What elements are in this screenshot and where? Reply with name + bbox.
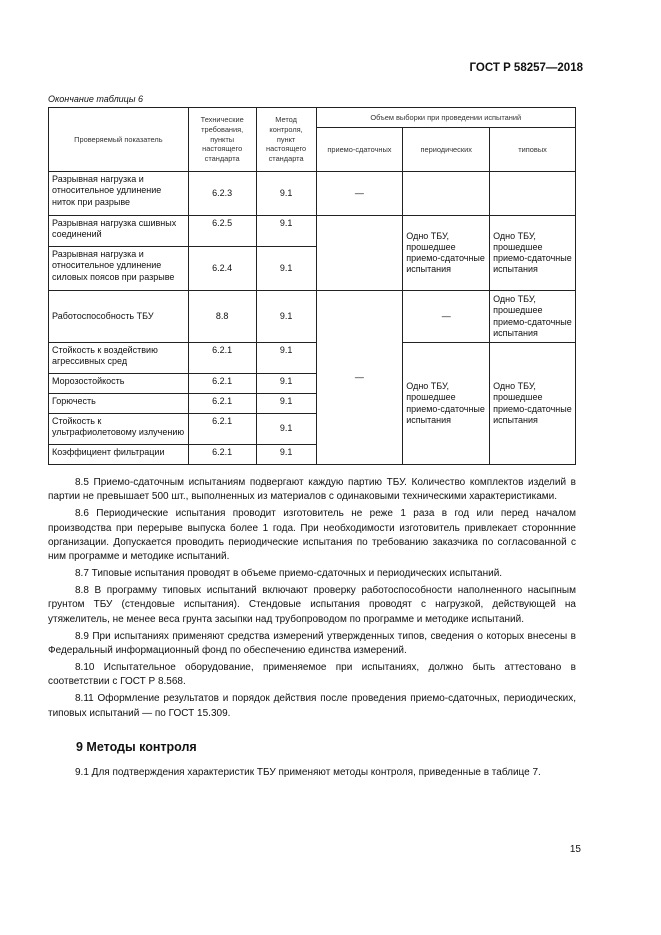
dash-cell: —: [403, 291, 490, 343]
paragraph-8-9: 8.9 При испытаниях применяют средства измерений утвержденных типов, сведения о которых внесены в Федеральный информационный фонд по обеспечению единства измерений.: [48, 630, 576, 657]
header-acceptance: приемо-сдаточных: [316, 128, 403, 172]
header-type-tests: типовых: [490, 128, 576, 172]
paragraph-8-5: 8.5 Приемо-сдаточным испытаниям подвергают каждую партию ТБУ. Количество комплектов изделий в партии не превышает 500 шт., выполненных из материалов с одинаковыми техническими характеристиками.: [48, 477, 576, 503]
row-req: 6.2.1: [188, 394, 256, 414]
table-row: [49, 172, 576, 216]
row-indicator: Разрывная нагрузка и относительное удлинение ниток при разрыве: [49, 172, 189, 216]
periodic-one-tbu-cell: Одно ТБУ, прошедшее приемо-сдаточные испытания: [403, 216, 490, 291]
type-one-tbu-cell: Одно ТБУ, прошедшее приемо-сдаточные испытания: [490, 216, 576, 291]
paragraph-8-11: 8.11 Оформление результатов и порядок действия после проведения приемо-сдаточных, периодических, типовых испытаний — по ГОСТ 15.309.: [48, 693, 576, 719]
row-indicator: Морозостойкость: [49, 374, 189, 394]
dash-cell: —: [316, 172, 403, 216]
dash-cell: —: [316, 291, 403, 465]
row-req: 6.2.1: [188, 414, 256, 445]
table-row: [49, 216, 576, 247]
row-indicator: Работоспособность ТБУ: [49, 291, 189, 343]
header-method: Метод контроля, пункт настоящего стандарта: [256, 108, 316, 172]
test-table: [48, 107, 576, 465]
row-req: 6.2.1: [188, 445, 256, 465]
table-row: [49, 343, 576, 374]
header-periodic: периодических: [403, 128, 490, 172]
row-req: 6.2.1: [188, 374, 256, 394]
empty-cell: [403, 172, 490, 216]
paragraph-8-6: 8.6 Периодические испытания проводит изготовитель не реже 1 раза в год или перед началом производства при перерыве выпуска более 1 года. При необходимости изготовитель привлекает стороннние организации. Допускается проводить периодические испытания по требованию заказчика по согласованной с ним программе и методике испытаний.: [48, 508, 576, 563]
row-indicator: Стойкость к ультрафиолетовому излучению: [49, 414, 189, 445]
row-indicator: Коэффициент фильтрации: [49, 445, 189, 465]
table-caption: Окончание таблицы 6: [48, 94, 143, 104]
header-sample-size: Объем выборки при проведении испытаний: [316, 108, 575, 128]
row-req: 6.2.3: [188, 172, 256, 216]
paragraph-8-8: 8.8 В программу типовых испытаний включают проверку работоспособности наполненного насыпным грунтом ТБУ (стендовые испытания). Стендовые испытания проводят с нагрузкой, действующей на утяжелитель, не менее веса грунта засыпки над трубопроводом по программе и методике испытаний.: [48, 585, 576, 625]
empty-cell: [316, 216, 403, 291]
row-method: 9.1: [256, 394, 316, 414]
row-req: 6.2.1: [188, 343, 256, 374]
type-one-tbu-cell: Одно ТБУ, прошедшее приемо-сдаточные испытания: [490, 343, 576, 465]
row-method: 9.1: [256, 414, 316, 445]
row-method: 9.1: [256, 291, 316, 343]
header-tech-req: Технические требования, пункты настоящего стандарта: [188, 108, 256, 172]
row-indicator: Разрывная нагрузка сшивных соединений: [49, 216, 189, 247]
periodic-one-tbu-cell: Одно ТБУ, прошедшее приемо-сдаточные испытания: [403, 343, 490, 465]
row-indicator: Горючесть: [49, 394, 189, 414]
row-method: 9.1: [256, 216, 316, 247]
type-one-tbu-cell: Одно ТБУ, прошедшее приемо-сдаточные испытания: [490, 291, 576, 343]
row-req: 6.2.5: [188, 216, 256, 247]
empty-cell: [490, 172, 576, 216]
page-number: 15: [569, 844, 581, 855]
body-text: [48, 476, 576, 724]
paragraph-9-1: 9.1 Для подтверждения характеристик ТБУ применяют методы контроля, приведенные в таблице 7.: [75, 767, 541, 778]
section-title: 9 Методы контроля: [76, 740, 197, 754]
row-indicator: Стойкость к воздействию агрессивных сред: [49, 343, 189, 374]
row-req: 6.2.4: [188, 247, 256, 291]
row-indicator: Разрывная нагрузка и относительное удлинение силовых поясов при разрыве: [49, 247, 189, 291]
row-method: 9.1: [256, 247, 316, 291]
table-row: [49, 291, 576, 343]
row-method: 9.1: [256, 445, 316, 465]
header-indicator: Проверяемый показатель: [49, 108, 189, 172]
row-method: 9.1: [256, 172, 316, 216]
row-req: 8.8: [188, 291, 256, 343]
row-method: 9.1: [256, 374, 316, 394]
document-code: ГОСТ Р 58257—2018: [469, 62, 583, 74]
row-method: 9.1: [256, 343, 316, 374]
paragraph-8-10: 8.10 Испытательное оборудование, применяемое при испытаниях, должно быть аттестовано в соответствии с ГОСТ Р 8.568.: [48, 662, 576, 688]
paragraph-8-7: 8.7 Типовые испытания проводят в объеме приемо-сдаточных и периодических испытаний.: [75, 568, 503, 580]
